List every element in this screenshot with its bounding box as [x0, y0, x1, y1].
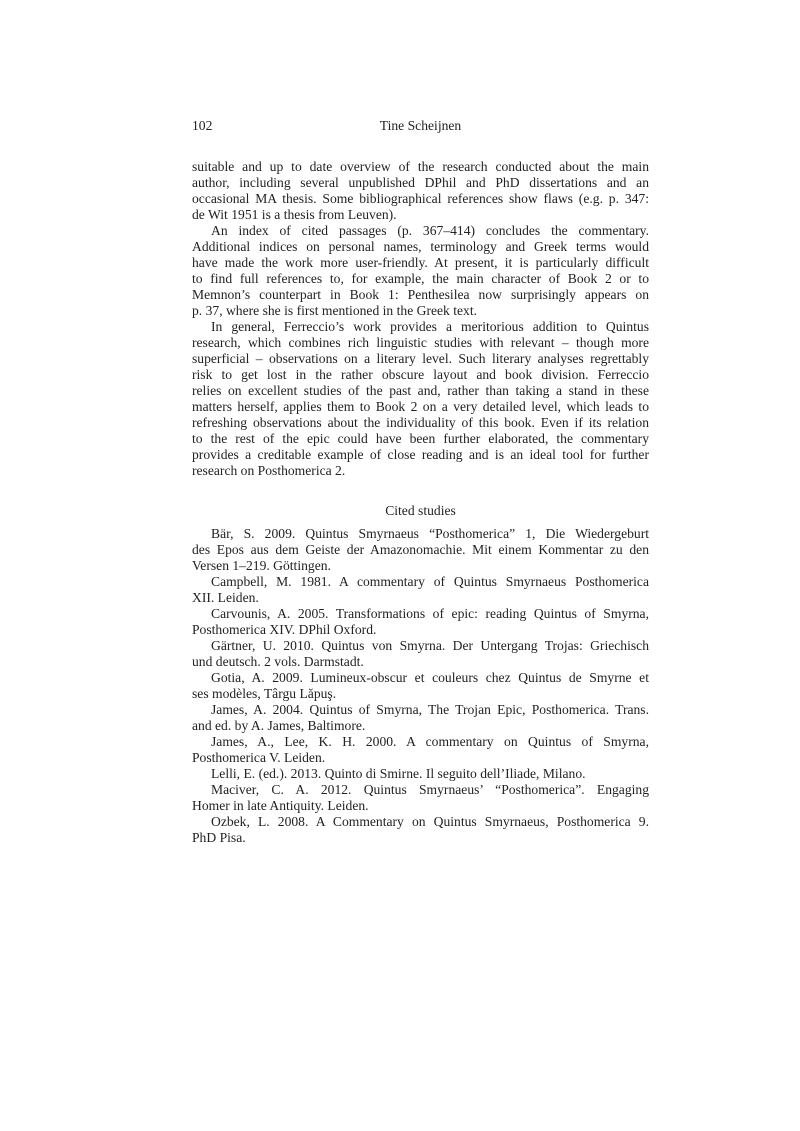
page-number: 102	[192, 118, 213, 133]
text-line: and ed. by A. James, Baltimore.	[192, 718, 366, 733]
text-line: superficial – observations on a literary level. Such literary analyses regrettably	[192, 351, 649, 366]
text-line: Maciver, C. A. 2012. Quintus Smyrnaeus’ “Posthomerica”. Engaging	[211, 782, 649, 797]
bibliography-entry	[192, 526, 649, 574]
text-line: provides a creditable example of close reading and is an ideal tool for further	[192, 447, 649, 462]
text-line: refreshing observations about the individuality of this book. Even if its relation	[192, 415, 649, 430]
text-line: und deutsch. 2 vols. Darmstadt.	[192, 654, 364, 669]
text-line: to the rest of the epic could have been further elaborated, the commentary	[192, 431, 649, 446]
text-line: Versen 1–219. Göttingen.	[192, 558, 331, 573]
bibliography-entry	[192, 574, 649, 606]
body-text	[192, 159, 649, 479]
text-line: ses modèles, Târgu Lăpuş.	[192, 686, 337, 701]
text-line: Bär, S. 2009. Quintus Smyrnaeus “Posthomerica” 1, Die Wiedergeburt	[211, 526, 649, 541]
text-line: James, A. 2004. Quintus of Smyrna, The Trojan Epic, Posthomerica. Trans.	[211, 702, 649, 717]
text-line: XII. Leiden.	[192, 590, 259, 605]
text-line: to find full references to, for example, the main character of Book 2 or to	[192, 271, 649, 286]
running-header	[192, 118, 649, 136]
bibliography-entry	[192, 766, 649, 782]
text-line: research on Posthomerica 2.	[192, 463, 346, 478]
text-line: Ozbek, L. 2008. A Commentary on Quintus Smyrnaeus, Posthomerica 9.	[211, 814, 649, 829]
bibliography-entry	[192, 638, 649, 670]
text-line: Lelli, E. (ed.). 2013. Quinto di Smirne. Il seguito dell’Iliade, Milano.	[211, 766, 586, 781]
text-line: Gotia, A. 2009. Lumineux-obscur et couleurs chez Quintus de Smyrne et	[211, 670, 649, 685]
section-heading-cited-studies: Cited studies	[385, 503, 456, 518]
text-line: suitable and up to date overview of the research conducted about the main	[192, 159, 649, 174]
text-line: Homer in late Antiquity. Leiden.	[192, 798, 369, 813]
text-line: matters herself, applies them to Book 2 on a very detailed level, which leads to	[192, 399, 649, 414]
bibliography-entry	[192, 702, 649, 734]
text-line: de Wit 1951 is a thesis from Leuven).	[192, 207, 397, 222]
bibliography-entry	[192, 670, 649, 702]
text-line: Memnon’s counterpart in Book 1: Penthesilea now surprisingly appears on	[192, 287, 649, 302]
paragraph	[192, 319, 649, 479]
text-line: risk to get lost in the rather obscure layout and book division. Ferreccio	[192, 367, 649, 382]
bibliography-entry	[192, 782, 649, 814]
text-line: James, A., Lee, K. H. 2000. A commentary on Quintus of Smyrna,	[211, 734, 649, 749]
text-line: Additional indices on personal names, terminology and Greek terms would	[192, 239, 649, 254]
text-line: p. 37, where she is first mentioned in the Greek text.	[192, 303, 478, 318]
text-line: author, including several unpublished DPhil and PhD dissertations and an	[192, 175, 649, 190]
text-line: Posthomerica XIV. DPhil Oxford.	[192, 622, 377, 637]
bibliography-entry	[192, 734, 649, 766]
text-line: In general, Ferreccio’s work provides a meritorious addition to Quintus	[211, 319, 649, 334]
text-line: An index of cited passages (p. 367–414) concludes the commentary.	[211, 223, 649, 238]
bibliography-entry	[192, 814, 649, 846]
text-line: Campbell, M. 1981. A commentary of Quintus Smyrnaeus Posthomerica	[211, 574, 649, 589]
paragraph	[192, 223, 649, 319]
bibliography-entry	[192, 606, 649, 638]
text-line: Posthomerica V. Leiden.	[192, 750, 326, 765]
text-line: Carvounis, A. 2005. Transformations of epic: reading Quintus of Smyrna,	[211, 606, 649, 621]
paragraph	[192, 159, 649, 223]
bibliography-list	[192, 526, 649, 846]
text-line: have made the work more user-friendly. At present, it is particularly difficult	[192, 255, 649, 270]
text-line: des Epos aus dem Geiste der Amazonomachie. Mit einem Kommentar zu den	[192, 542, 649, 557]
text-line: research, which combines rich linguistic studies with relevant – though more	[192, 335, 649, 350]
text-line: PhD Pisa.	[192, 830, 246, 845]
running-header-author: Tine Scheijnen	[379, 118, 462, 133]
text-line: Gärtner, U. 2010. Quintus von Smyrna. Der Untergang Trojas: Griechisch	[211, 638, 649, 653]
text-line: relies on excellent studies of the past and, rather than taking a stand in these	[192, 383, 649, 398]
text-line: occasional MA thesis. Some bibliographical references show flaws (e.g. p. 347:	[192, 191, 649, 206]
